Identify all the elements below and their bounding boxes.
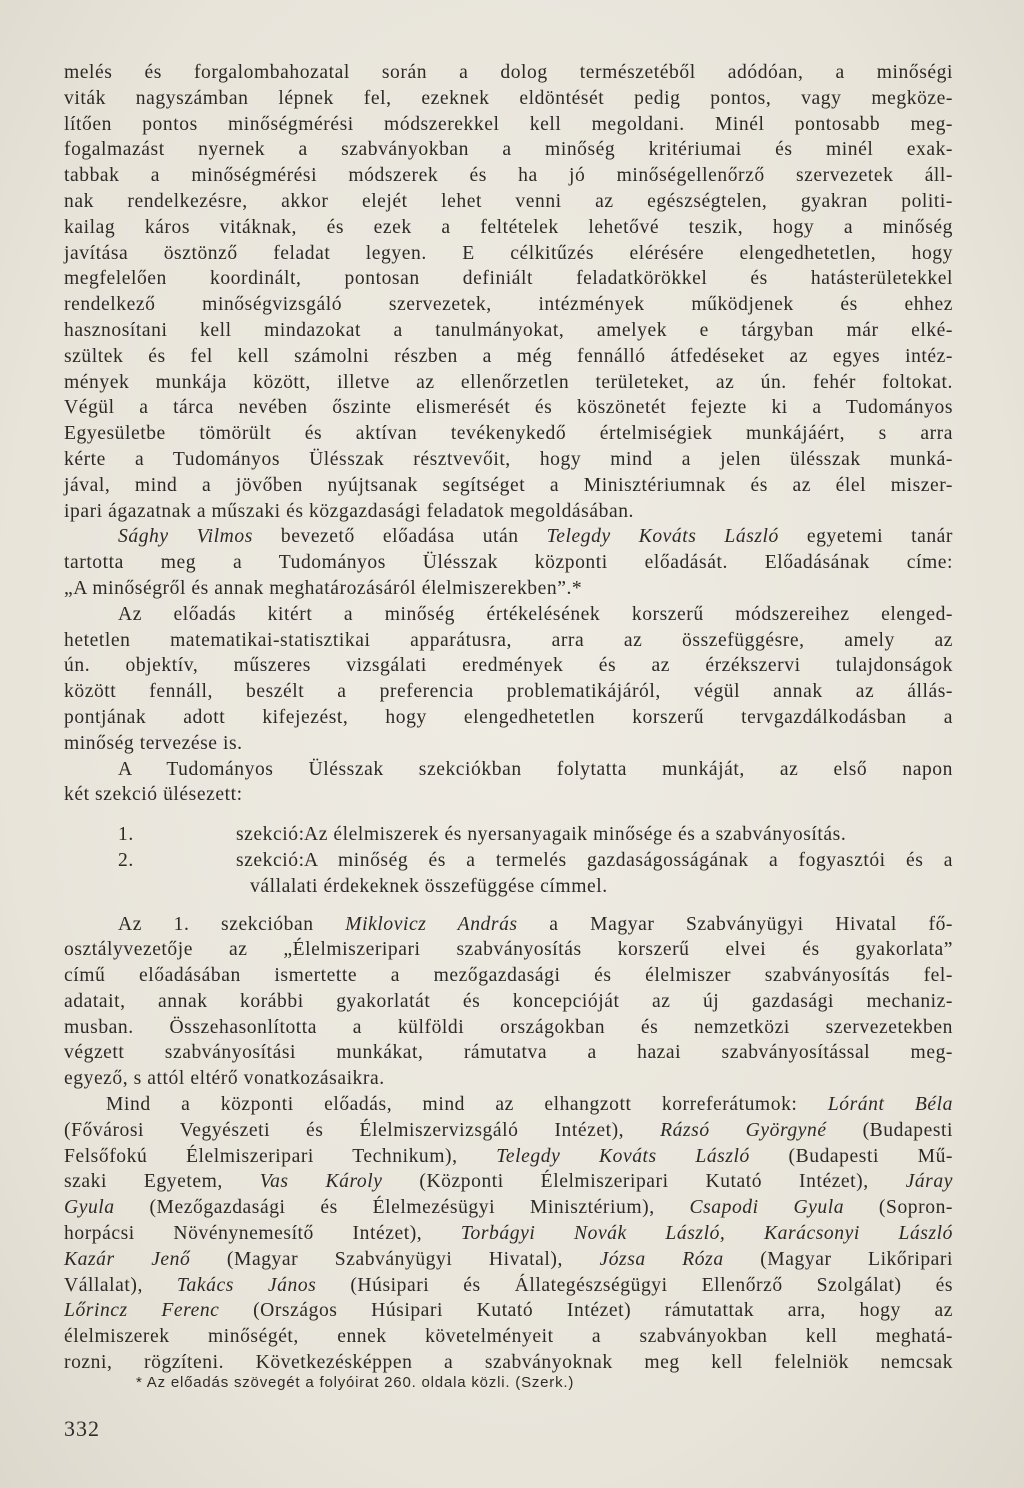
- text-span: élelmiszerek minőségét, ennek követelményeit a szabványokban kell meghatá-: [64, 1326, 953, 1348]
- paragraph-1-line: Végül a tárca nevében őszinte elismerését és köszönetét fejezte ki a Tudományos: [64, 397, 953, 419]
- text-span: egyetemi tanár: [778, 526, 953, 548]
- paragraph-2-line: [64, 524, 953, 550]
- person-name: Telegdy Kováts László: [496, 1145, 750, 1167]
- text-span: Vállalat),: [64, 1274, 177, 1296]
- paragraph-6-line: [64, 1273, 953, 1299]
- paragraph-3-line: Az előadás kitért a minőség értékelésének korszerű módszereihez elenged-: [118, 603, 953, 625]
- paragraph-3-line: hetetlen matematikai-statisztikai apparátusra, arra az összefüggésre, amely az: [64, 629, 953, 651]
- person-name: Miklovicz András: [345, 913, 518, 935]
- text-span: (Budapesti Mű-: [749, 1145, 953, 1167]
- paragraph-1-line: rendelkező minőségvizsgáló szervezetek, intézmények működjenek és ehhez: [64, 294, 953, 316]
- paragraph-2: [64, 524, 953, 601]
- paragraph-5: [64, 912, 953, 1093]
- person-name: Lóránt Béla: [827, 1094, 953, 1116]
- section-number: 2.: [118, 849, 134, 871]
- section-title-continued: vállalati érdekeknek összefüggése címmel.: [250, 875, 608, 897]
- person-name: Csapodi Gyula: [689, 1197, 845, 1219]
- text-span: (Fővárosi Vegyészeti és Élelmiszervizsgáló Intézet),: [64, 1119, 661, 1141]
- paragraph-5-line: végzett szabványosítási munkákat, rámutatva a hazai szabványosítással meg-: [64, 1042, 953, 1064]
- paragraph-6-line: [64, 1118, 953, 1144]
- paragraph-1-line: Egyesületbe tömörült és aktívan tevékenykedő értelmiségiek munkájáért, s arra: [64, 423, 953, 445]
- person-name: Telegdy Kováts László: [546, 526, 779, 548]
- text-span: (Országos Húsipari Kutató Intézet) rámutattak arra, hogy az: [219, 1300, 953, 1322]
- paragraph-3-line: pontjának adott kifejezést, hogy elengedhetetlen korszerű tervgazdálkodásban a: [64, 706, 953, 728]
- section-item: [64, 848, 953, 874]
- paragraph-6: [64, 1092, 953, 1376]
- text-span: Mind a központi előadás, mind az elhangzott korreferátumok:: [106, 1094, 828, 1116]
- paragraph-4: [64, 757, 953, 809]
- paragraph-4-line: A Tudományos Ülésszak szekciókban folytatta munkáját, az első napon: [118, 758, 953, 780]
- paragraph-5-line: osztályvezetője az „Élelmiszeripari szabványosítás korszerű elvei és gyakorlata”: [64, 939, 953, 961]
- paragraph-1-line: viták nagyszámban lépnek fel, ezeknek eldöntését pedig pontos, vagy megköze-: [64, 87, 953, 109]
- paragraph-1-line: tabbak a minőségmérési módszerek és ha jó minőségellenőrző szervezetek áll-: [64, 165, 953, 187]
- paragraph-1-line: ipari ágazatnak a műszaki és közgazdasági feladatok megoldásában.: [64, 500, 634, 522]
- section-label: szekció:: [236, 849, 305, 871]
- paragraph-3-line: ún. objektív, műszeres vizsgálati eredmények és az érzékszervi tulajdonságok: [64, 655, 953, 677]
- paragraph-1-line: fogalmazást nyernek a szabványokban a minőség kritériumai és minél exak-: [64, 139, 953, 161]
- text-span: (Magyar Szabványügyi Hivatal),: [190, 1248, 600, 1270]
- footnote: * Az előadás szövegét a folyóirat 260. oldala közli. (Szerk.): [136, 1374, 575, 1391]
- person-name: Lőrincz Ferenc: [64, 1300, 220, 1322]
- text-span: (Húsipari és Állategészségügyi Ellenőrző Szolgálat) és: [316, 1274, 954, 1296]
- paragraph-1-line: jával, mind a jövőben nyújtsanak segítséget a Minisztériumnak és az élel miszer-: [64, 474, 953, 496]
- paragraph-1-line: kérte a Tudományos Ülésszak résztvevőit, hogy mind a jelen ülésszak munká-: [64, 448, 953, 470]
- paragraph-1-line: kailag káros vitáknak, és ezek a feltételek lehetővé teszik, hogy a minőség: [64, 216, 953, 238]
- paragraph-6-line: [64, 1247, 953, 1273]
- text-span: szaki Egyetem,: [64, 1171, 260, 1193]
- text-span: Az 1. szekcióban: [118, 913, 346, 935]
- text-span: (Sopron-: [844, 1197, 953, 1219]
- paragraph-6-line: [64, 1144, 953, 1170]
- text-span: (Központi Élelmiszeripari Kutató Intézet),: [382, 1171, 906, 1193]
- person-name: Gyula: [64, 1197, 115, 1219]
- paragraph-1-line: megfelelően koordinált, pontosan definiált feladatkörökkel és hatásterületekkel: [64, 268, 953, 290]
- section-label: szekció:: [236, 824, 305, 846]
- section-item: [64, 822, 953, 848]
- paragraph-6-line: [64, 1350, 953, 1376]
- paragraph-5-line: musban. Összehasonlította a külföldi országokban és nemzetközi szervezetekben: [64, 1016, 953, 1038]
- section-number: 1.: [118, 824, 134, 846]
- paragraph-5-line: [64, 912, 953, 938]
- person-name: Sághy Vilmos: [118, 526, 253, 548]
- text-span: rozni, rögzíteni. Következésképpen a szabványoknak meg kell felelniök nemcsak: [64, 1352, 953, 1374]
- paragraph-3: [64, 602, 953, 757]
- paragraph-1: [64, 60, 953, 524]
- paragraph-6-line: [64, 1092, 953, 1118]
- section-title: Az élelmiszerek és nyersanyagaik minősége és a szabványosítás.: [304, 824, 847, 846]
- paragraph-6-line: [64, 1221, 953, 1247]
- section-title: A minőség és a termelés gazdaságosságának a fogyasztói és a: [304, 849, 953, 871]
- section-list: [64, 822, 953, 899]
- person-name: Rázsó Györgyné: [660, 1119, 827, 1141]
- person-name: Járay: [905, 1171, 953, 1193]
- paragraph-2-line: tartotta meg a Tudományos Ülésszak központi előadását. Előadásának címe:: [64, 552, 953, 574]
- text-span: Felsőfokú Élelmiszeripari Technikum),: [64, 1145, 497, 1167]
- person-name: Takács János: [176, 1274, 317, 1296]
- paragraph-1-line: mények munkája között, illetve az ellenőrzetlen területeket, az ún. fehér foltokat.: [64, 371, 953, 393]
- paragraph-6-line: [64, 1324, 953, 1350]
- paragraph-1-line: lítően pontos minőségmérési módszerekkel kell megoldani. Minél pontosabb meg-: [64, 113, 953, 135]
- text-span: (Budapesti: [826, 1119, 953, 1141]
- text-span: (Mezőgazdasági és Élelmezésügyi Minisztérium),: [114, 1197, 690, 1219]
- paragraph-5-line: adatait, annak korábbi gyakorlatát és koncepcióját az új gazdasági mechaniz-: [64, 990, 953, 1012]
- paragraph-6-line: [64, 1169, 953, 1195]
- body-text: [64, 60, 953, 1376]
- person-name: Vas Károly: [259, 1171, 383, 1193]
- paragraph-1-line: javítása ösztönző feladat legyen. E célkitűzés elérésére elengedhetetlen, hogy: [64, 242, 953, 264]
- person-name: Kazár Jenő: [64, 1248, 191, 1270]
- paragraph-5-line: egyező, s attól eltérő vonatkozásaikra.: [64, 1068, 385, 1090]
- text-span: a Magyar Szabványügyi Hivatal fő-: [517, 913, 953, 935]
- paragraph-1-line: melés és forgalombahozatal során a dolog természetéből adódóan, a minőségi: [64, 62, 953, 83]
- paragraph-1-line: szültek és fel kell számolni részben a még fennálló átfedéseket az egyes intéz-: [64, 345, 953, 367]
- paragraph-4-line: két szekció ülésezett:: [64, 784, 243, 806]
- paragraph-1-line: hasznosítani kell mindazokat a tanulmányokat, amelyek e tárgyban már elké-: [64, 319, 953, 341]
- paragraph-5-line: című előadásában ismertette a mezőgazdasági és élelmiszer szabványosítás fel-: [64, 965, 953, 987]
- page-number: 332: [64, 1416, 100, 1441]
- paragraph-1-line: nak rendelkezésre, akkor elejét lehet venni az egészségtelen, gyakran politi-: [64, 190, 953, 212]
- paragraph-6-line: [64, 1298, 953, 1324]
- person-name: Torbágyi Novák László, Karácsonyi László: [460, 1223, 953, 1245]
- person-name: Józsa Róza: [599, 1248, 724, 1270]
- paragraph-3-line: minőség tervezése is.: [64, 732, 243, 754]
- text-span: horpácsi Növénynemesítő Intézet),: [64, 1223, 461, 1245]
- text-span: bevezető előadása után: [252, 526, 547, 548]
- paragraph-6-line: [64, 1195, 953, 1221]
- lecture-title-line: „A minőségről és annak meghatározásáról élelmiszerekben”.*: [64, 577, 583, 599]
- paragraph-3-line: között fennáll, beszélt a preferencia problematikájáról, végül annak az állás-: [64, 681, 953, 703]
- text-span: (Magyar Likőripari: [723, 1248, 953, 1270]
